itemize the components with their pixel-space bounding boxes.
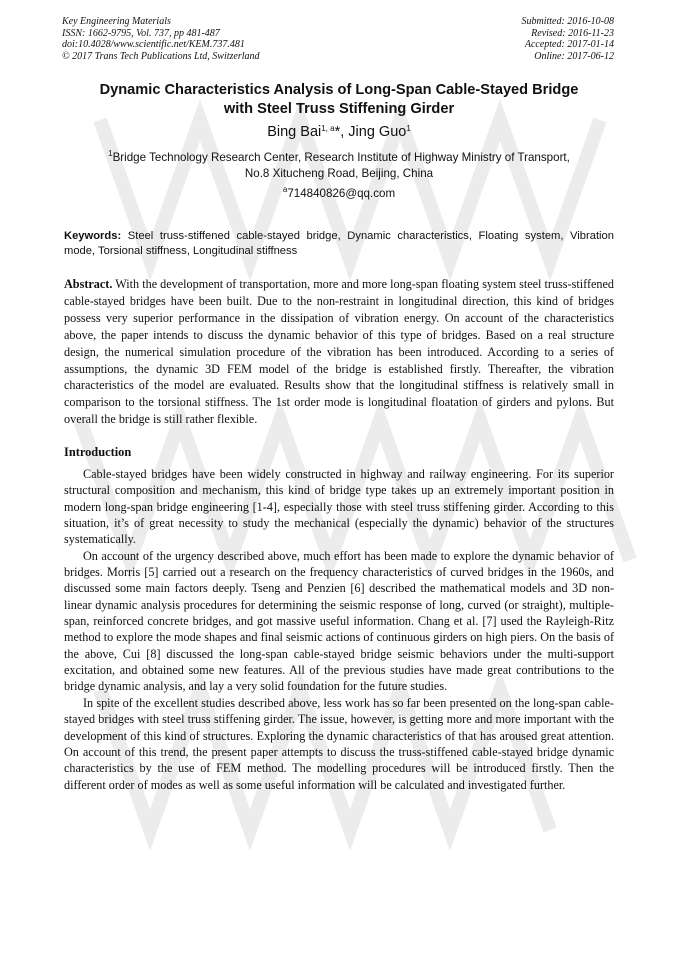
paragraph: On account of the urgency described above, much effort has been made to explore the dynamic behavior of bridges. Morris [5] carried out a research on the frequency characteristics of curved bridges in the 1960s, and discussed some main factors deeply. Tseng and Penzien [6] described the mathematical models and 3D non-linear dynamic analysis procedures for determining the seismic response of long, curved (or straight), multiple-span, reinforced concrete bridges, and got massive useful information. Chang et al. [7] used the Rayleigh-Ritz method to explore the mode shapes and final seismic actions of continuous girders on high piers. On the basis of the above, Cui [8] discussed the long-span cable-stayed bridge seismic behaviors under the multi-support excitation, and obtained some new features. All of the previous studies have made great contributions to the bridge dynamic analysis, and lay a very solid foundation for the future studies. <box>64 548 614 694</box>
journal-info <box>62 16 260 62</box>
online-date: Online: 2017-06-12 <box>534 50 614 62</box>
submitted-date: Submitted: 2016-10-08 <box>521 16 614 27</box>
keywords-text: Steel truss-stiffened cable-stayed bridge, Dynamic characteristics, Floating system, Vibration mode, Torsional stiffness, Longitudinal stiffness <box>64 230 614 258</box>
affiliation-line-2: No.8 Xitucheng Road, Beijing, China <box>244 167 434 180</box>
affiliation <box>62 150 616 182</box>
abstract-label: Abstract. <box>64 277 113 291</box>
corresponding-mark: *, <box>334 124 349 140</box>
title-line-1: Dynamic Characteristics Analysis of Long-Span Cable-Stayed Bridge <box>99 82 579 98</box>
affiliation-line-1: Bridge Technology Research Center, Research Institute of Highway Ministry of Transport, <box>112 151 570 164</box>
author-affiliation-mark: 1 <box>406 124 411 133</box>
paragraph: Cable-stayed bridges have been widely constructed in highway and railway engineering. For its superior structural composition and mechanism, this kind of bridge type takes up an extremely important position in modern long-span bridge engineering [1-4], especially those with steel truss stiffening girder. According to this situation, it’s of great necessity to study the mechanical (especially the dynamic) behavior of the structures systematically. <box>64 467 614 547</box>
paragraph: In spite of the excellent studies described above, less work has so far been presented on the long-span cable-stayed bridges with steel truss stiffening girder. The issue, however, is getting more and more important with the development of this kind of structures. Exploring the dynamic characteristics of that has aroused great attention. On account of this trend, the present paper attempts to discuss the truss-stiffened cable-stayed bridge dynamic characteristics by the use of FEM method. The modelling procedures will be introduced firstly. Then the different order of modes as well as some useful information will be calculated and investigated further. <box>64 695 614 792</box>
journal-doi: doi:10.4028/www.scientific.net/KEM.737.481 <box>62 39 245 50</box>
keywords-block <box>64 229 614 259</box>
author-affiliation-mark: 1, a <box>321 124 335 133</box>
author-name: Jing Guo <box>348 124 407 140</box>
abstract-text: With the development of transportation, more and more long-span floating system steel truss-stiffened cable-stayed bridges have been built. Due to the non-restraint in longitudinal direction, this kind of bridges possess very superior performance in the dissipation of vibration energy. On account of the characteristics above, the paper intends to discuss the dynamic behavior of this type of bridges. Based on a real structure design, the numerical simulation procedure of the vibration has been introduced. According to a series of assumptions, the dynamic 3D FEM model of the bridge is established firstly. Thereafter, the vibration characteristics of the model are evaluated. Results show that the longitudinal stiffness is relatively small in comparison to the torsional stiffness. The 1st order mode is longitudinal floatation of girders and pylons. But overall the bridge is still rather flexible. <box>64 277 615 427</box>
paper-title <box>62 81 616 119</box>
author-list <box>62 124 616 140</box>
author-name: Bing Bai <box>267 124 322 140</box>
keywords-label: Keywords: <box>64 230 122 242</box>
journal-copyright: © 2017 Trans Tech Publications Ltd, Switzerland <box>62 50 260 62</box>
accepted-date: Accepted: 2017-01-14 <box>524 39 614 50</box>
revised-date: Revised: 2016-11-23 <box>531 27 614 39</box>
author-email <box>62 187 616 200</box>
email-mark: a <box>282 185 288 194</box>
title-line-2: with Steel Truss Stiffening Girder <box>223 101 455 117</box>
abstract-block <box>64 276 614 428</box>
affiliation-mark: 1 <box>108 149 113 158</box>
submission-dates <box>522 16 615 62</box>
section-heading-introduction: Introduction <box>64 445 132 459</box>
introduction-body <box>64 466 614 793</box>
journal-issn: ISSN: 1662-9795, Vol. 737, pp 481-487 <box>62 27 220 39</box>
journal-name: Key Engineering Materials <box>62 16 171 27</box>
email-address: 714840826@qq.com <box>287 187 396 200</box>
